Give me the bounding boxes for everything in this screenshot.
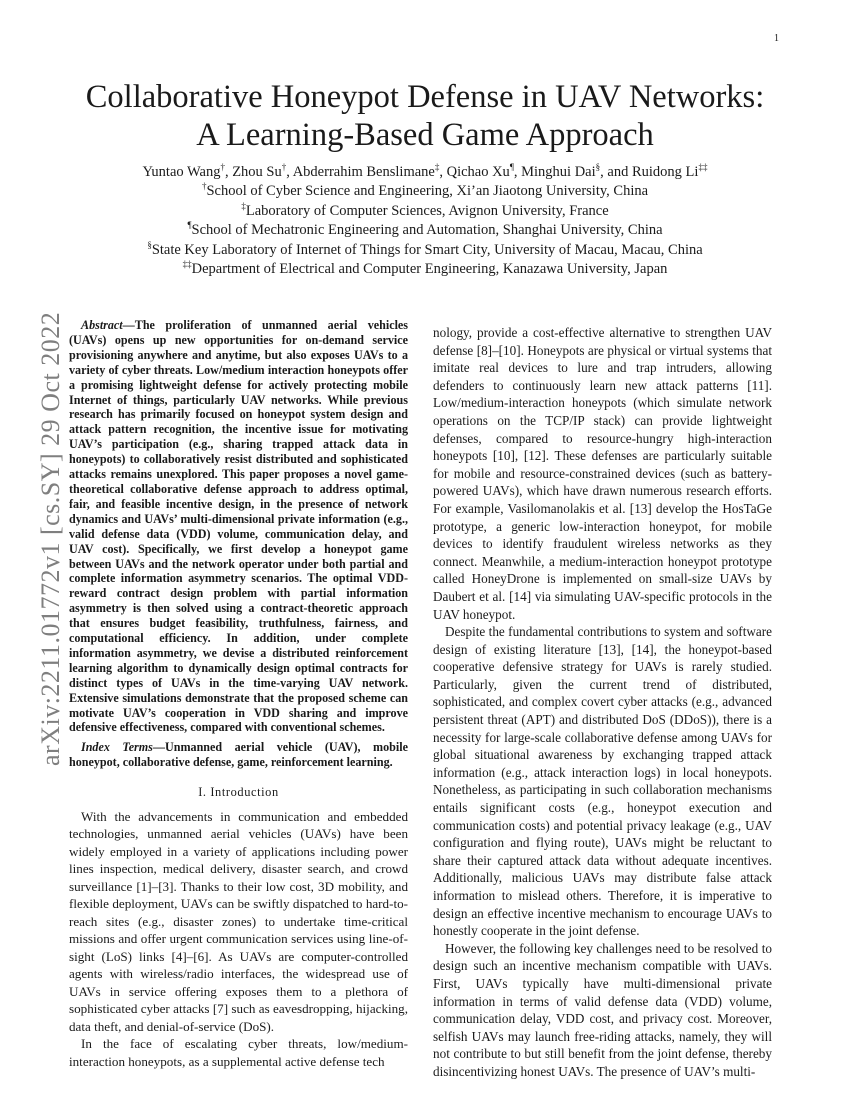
intro-paragraph-4: However, the following key challenges need to be resolved to design such an incentive mechanism compatible with UAVs. First, UAVs typically have multi-dimensional private information in terms of valid defense data (VDD) volume, communication delay, VDD cost, and privacy cost. Moreover, selfish UAVs may launch free-riding attacks, namely, they will not contribute to but still benefit from the joint defense, thereby disincentivizing honest UAVs. The presence of UAV’s multi- xyxy=(433,940,772,1079)
paper-title xyxy=(50,78,800,154)
affiliation-line xyxy=(50,260,800,280)
affiliation-line xyxy=(50,221,800,241)
intro-paragraph-2a: In the face of escalating cyber threats, low/medium-interaction honeypots, as a supplemental active defense tech xyxy=(69,1036,408,1069)
section-heading: I. Introduction xyxy=(198,785,279,800)
affiliation-mark: ¶ xyxy=(187,220,192,230)
author-name: Ruidong Li xyxy=(631,164,699,180)
arxiv-identifier: arXiv:2211.01772v1 [cs.SY] 29 Oct 2022 xyxy=(36,311,65,766)
page-number: 1 xyxy=(774,33,779,44)
affiliation-mark: ‡ xyxy=(434,162,440,172)
author-list: Yuntao Wang†, Zhou Su†, Abderrahim Benslimane‡, Qichao Xu¶, Minghui Dai§, and Ruidong Li‡‡ xyxy=(142,162,708,180)
affiliation-mark: § xyxy=(147,239,152,250)
affiliation-mark: ‡‡ xyxy=(182,259,192,269)
left-column xyxy=(69,318,408,1070)
title-line-2: A Learning-Based Game Approach xyxy=(196,117,654,153)
index-terms xyxy=(69,740,408,770)
abstract-label: Abstract xyxy=(81,318,123,332)
affiliation-text: School of Mechatronic Engineering and Automation, Shanghai University, China xyxy=(191,222,663,238)
author-name: Qichao Xu xyxy=(446,164,510,180)
affiliation-line xyxy=(50,182,800,202)
affiliation-mark: † xyxy=(281,162,287,172)
affiliation-mark: § xyxy=(595,162,601,172)
intro-paragraph-1: With the advancements in communication and embedded technologies, unmanned aerial vehicles (UAVs) have been widely employed in a variety of applications including power lines inspection, medical delivery, disaster search, and crowd surveillance [1]–[3]. Thanks to their low cost, 3D mobility, and flexible deployment, UAVs can be swiftly dispatched to hard-to-reach sites (e.g., disaster zones) to undertake time-critical missions and offer urgent communication services using line-of-sight (LoS) links [4]–[6]. As UAVs are computer-controlled agents with wireless/radio interfaces, the widespread use of UAVs in service offering exposes them to a plethora of sophisticated cyber attacks [7] such as eavesdropping, hijacking, data theft, and denial-of-service (DoS). xyxy=(69,808,408,1034)
affiliation-mark: † xyxy=(201,181,207,191)
right-column xyxy=(433,324,772,1081)
affiliation-line xyxy=(50,202,800,222)
index-terms-text: —Unmanned aerial vehicle (UAV), mobile honeypot, collaborative defense, game, reinforcement learning. xyxy=(69,740,408,770)
affiliation-list xyxy=(50,182,800,280)
author-name: Abderrahim Benslimane xyxy=(292,164,435,180)
affiliation-text: State Key Laboratory of Internet of Things for Smart City, University of Macau, Macau, China xyxy=(151,241,703,258)
abstract-text: —The proliferation of unmanned aerial vehicles (UAVs) opens up new opportunities for on-demand service provisioning anywhere and anytime, but also exposes UAVs to a variety of cyber threats. Low/medium interaction honeypots offer a promising lightweight defense for actively protecting mobile Internet of things, particularly UAV networks. While previous research has primarily focused on honeypot system design and attack pattern recognition, the incentive issue for motivating UAV’s participation (e.g., sharing trapped attack data in honeypots) to collaboratively resist distributed and sophisticated attacks remains unexplored. This paper proposes a novel game-theoretical collaborative defense approach to address optimal, fair, and feasible incentive design, in the presence of network dynamics and UAVs’ multi-dimensional private information (e.g., valid defense data (VDD) volume, communication delay, and UAV cost). Specifically, we first develop a honeypot game between UAVs and the network operator under both partial and complete information asymmetry scenarios. The optimal VDD-reward contract design problem with partial information asymmetry is then solved using a contract-theoretic approach that ensures budget feasibility, truthfulness, fairness, and computational efficiency. In addition, under complete information asymmetry, we devise a distributed reinforcement learning algorithm to dynamically design optimal contracts for distinct types of UAVs in the time-varying UAV network. Extensive simulations demonstrate that the proposed scheme can motivate UAV’s cooperation in VDD sharing and improve defensive effectiveness, compared with conventional schemes. xyxy=(69,318,408,735)
intro-paragraph-2b: nology, provide a cost-effective alternative to strengthen UAV defense [8]–[10]. Honeypots are physical or virtual systems that imitate real devices to lure and trap intruders, allowing defenders to continuously learn new attack patterns [11]. Low/medium-interaction honeypots (which simulate network operations on the TCP/IP stack) can provide lightweight defenses, compared to resource-hungry high-interaction honeypots [10], [12]. These defenses are particularly suitable for mobile and resource-constrained devices (such as battery-powered UAVs), which have drawn numerous research efforts. For example, Vasilomanolakis et al. [13] develop the HosTaGe prototype, a generic low-interaction honeypot, for mobile devices to identify fraudulent wireless networks as they connect. Meanwhile, a medium-interaction honeypot prototype called HoneyDrone is implemented on small-size UAVs by Daubert et al. [14] via simulating UAV-specific protocols in the UAV honeypot. xyxy=(433,325,772,622)
affiliation-mark: † xyxy=(220,162,225,172)
author-name: Zhou Su xyxy=(232,164,282,180)
affiliation-mark: ‡‡ xyxy=(698,162,708,172)
affiliation-text: Laboratory of Computer Sciences, Avignon University, France xyxy=(245,202,609,219)
author-name: Minghui Dai xyxy=(521,164,596,180)
title-line-1: Collaborative Honeypot Defense in UAV Networks: xyxy=(85,79,765,115)
affiliation-mark: ¶ xyxy=(509,162,514,172)
abstract xyxy=(69,318,408,735)
affiliation-text: Department of Electrical and Computer Engineering, Kanazawa University, Japan xyxy=(191,261,668,277)
author-name: Yuntao Wang xyxy=(142,164,221,180)
affiliation-line xyxy=(50,241,800,261)
index-terms-label: Index Terms xyxy=(81,740,153,755)
affiliation-mark: ‡ xyxy=(241,200,246,211)
intro-paragraph-3: Despite the fundamental contributions to system and software design of existing literature [13], [14], the honeypot-based cooperative defensive strategy for UAVs is rarely studied. Particularly, given the current trend of distributed, sophisticated, and complex covert cyber attacks (e.g., advanced persistent threat (APT) and distributed DoS (DDoS)), there is a necessity for large-scale collaborative defense among UAVs for global situational awareness by exchanging trapped attack information (e.g., attack interaction logs) in local honeypots. Nonetheless, as participating in such collaboration mechanisms entails significant costs (e.g., honeypot execution and communication costs) and potential privacy leakage (e.g., UAV configuration and flying route), UAVs might be reluctant to share their captured attack data without adequate incentives. Additionally, malicious UAVs may distribute false attack information to mislead others. Therefore, it is imperative to design an effective incentive mechanism to encourage UAVs to honestly cooperate in the joint defense. xyxy=(433,624,772,939)
affiliation-text: School of Cyber Science and Engineering, Xi’an Jiaotong University, China xyxy=(206,183,649,199)
